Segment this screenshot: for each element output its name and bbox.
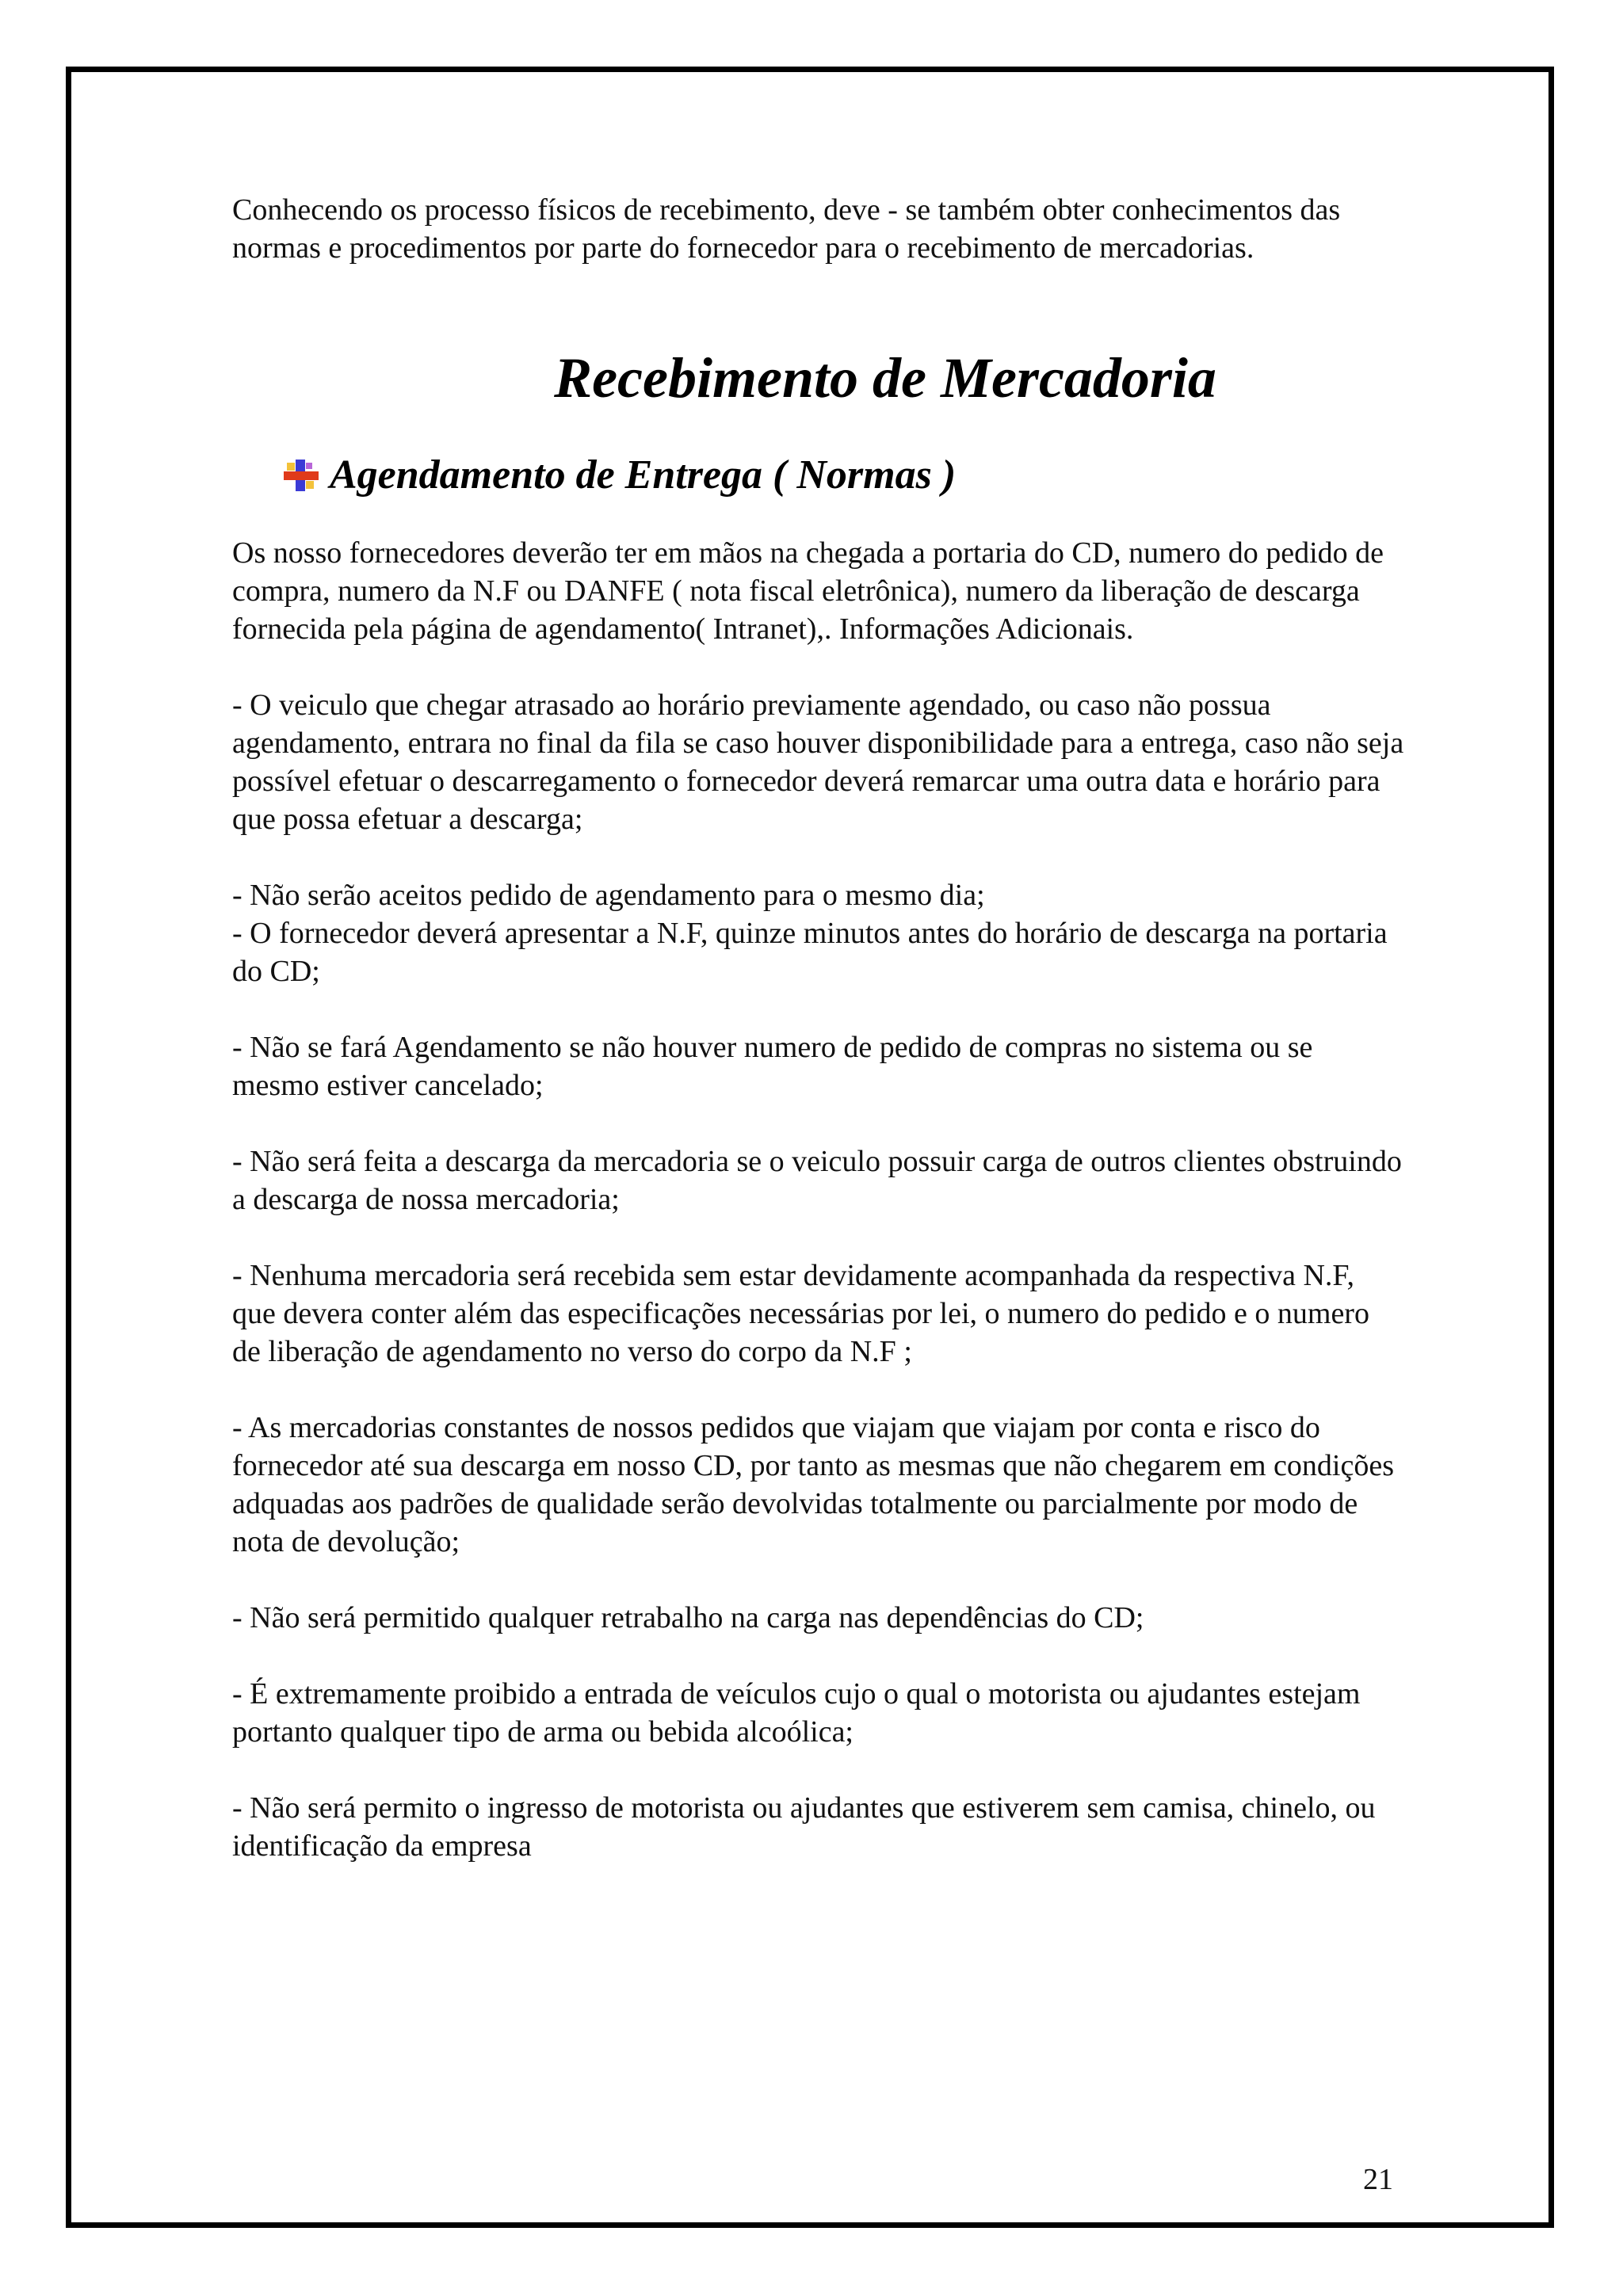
paragraph: - Não será feita a descarga da mercadoria se o veiculo possuir carga de outros clientes obstruindo a descarga de nossa mercadoria; [232,1145,1402,1216]
section-heading-text: Agendamento de Entrega ( Normas ) [330,452,957,498]
section-heading [284,448,956,503]
paragraph: - Não será permitido qualquer retrabalho na carga nas dependências do CD; [232,1601,1144,1634]
page-title: Recebimento de Mercadoria [554,346,1216,410]
intro-paragraph: Conhecendo os processo físicos de recebimento, deve - se também obter conhecimentos das normas e procedimentos por parte do fornecedor para o recebimento de mercadorias. [232,193,1341,265]
paragraph: - Nenhuma mercadoria será recebida sem estar devidamente acompanhada da respectiva N.F, que devera conter além das especificações necessárias por lei, o numero do pedido e o numero de liberação de agendamento no verso do corpo da N.F ; [232,1259,1369,1368]
paragraph: - O veiculo que chegar atrasado ao horário previamente agendado, ou caso não possua agendamento, entrara no final da fila se caso houver disponibilidade para a entrega, caso não seja possível efetuar o descarregamento o fornecedor deverá remarcar uma outra data e horário para que possa efetuar a descarga; [232,688,1404,836]
paragraph: - Não serão aceitos pedido de agendamento para o mesmo dia; [232,879,985,912]
paragraph: Os nosso fornecedores deverão ter em mãos na chegada a portaria do CD, numero do pedido de compra, numero da N.F ou DANFE ( nota fiscal eletrônica), numero da liberação de descarga fornecida pela página de agendamento( Intranet),. Informações Adicionais. [232,536,1384,646]
intro-block [232,191,1405,267]
paragraph: - O fornecedor deverá apresentar a N.F, quinze minutos antes do horário de descarga na portaria do CD; [232,917,1388,988]
paragraph: - Não será permito o ingresso de motorista ou ajudantes que estiverem sem camisa, chinelo, ou identificação da empresa [232,1791,1376,1863]
paragraph: - As mercadorias constantes de nossos pedidos que viajam que viajam por conta e risco do fornecedor até sua descarga em nosso CD, por tanto as mesmas que não chegarem em condições adquadas aos padrões de qualidade serão devolvidas totalmente ou parcialmente por modo de nota de devolução; [232,1411,1395,1558]
paragraph: - É extremamente proibido a entrada de veículos cujo o qual o motorista ou ajudantes estejam portanto qualquer tipo de arma ou bebida alcoólica; [232,1677,1361,1749]
rules-body [232,534,1405,1903]
page-number: 21 [1363,2163,1393,2196]
cross-bullet-icon [284,458,319,493]
paragraph: - Não se fará Agendamento se não houver numero de pedido de compras no sistema ou se mesmo estiver cancelado; [232,1031,1313,1102]
